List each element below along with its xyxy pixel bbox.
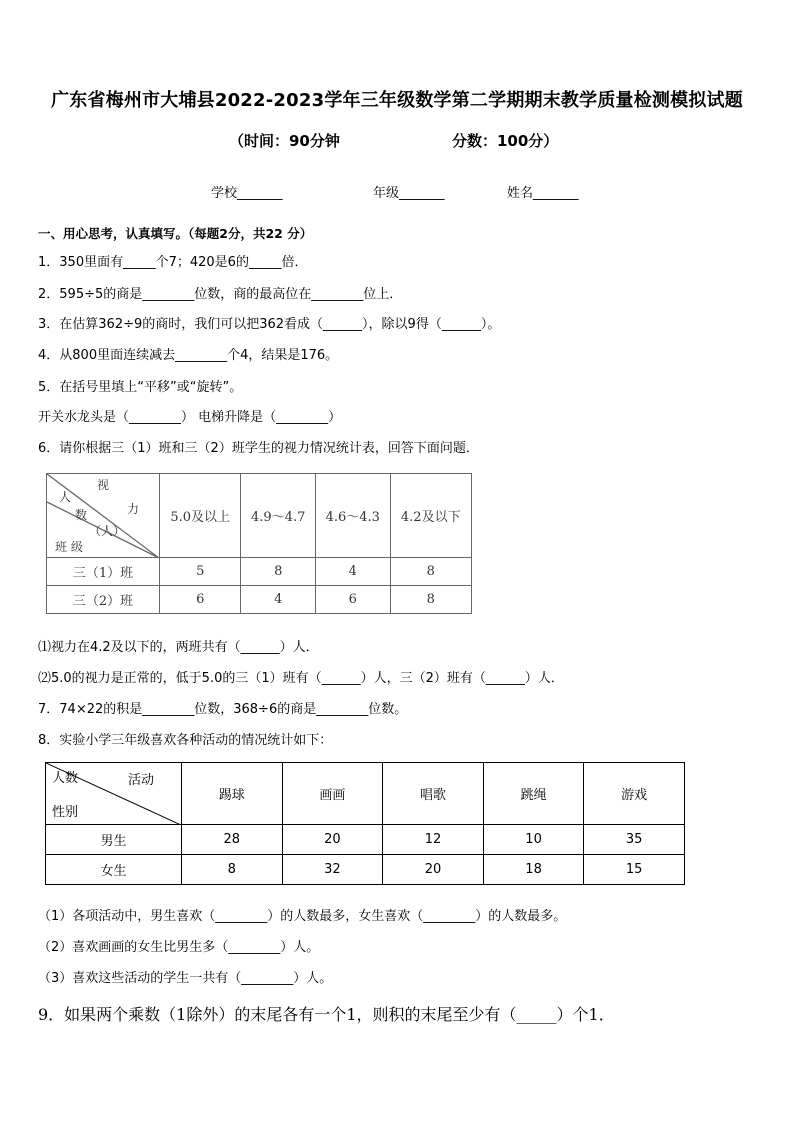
name-field: 姓名_______ [507,186,579,201]
question-8: 8．实验小学三年级喜欢各种活动的情况统计如下： [38,733,333,748]
table1-row-label: 三（1）班 [47,558,160,586]
question-8-part-2: （2）喜欢画画的女生比男生多（________）人。 [38,940,320,955]
table-row [47,586,472,614]
question-4: 4．从800里面连续减去________个4，结果是176。 [38,348,339,363]
table2-row-label: 男生 [46,825,182,855]
question-7: 7．74×22的积是________位数，368÷6的商是________位数。 [38,702,408,717]
exam-title: 广东省梅州市大埔县2022-2023学年三年级数学第二学期期末教学质量检测模拟试题 [51,90,743,111]
table2-cell: 15 [584,855,685,885]
corner-label-ren: 人 [59,490,72,504]
table-row [47,558,472,586]
question-9: 9．如果两个乘数（1除外）的末尾各有一个1，则积的末尾至少有（_____）个1． [38,1005,615,1024]
table2-cell: 35 [584,825,685,855]
table1-cell: 8 [241,558,316,586]
question-2: 2．595÷5的商是________位数，商的最高位在________位上． [38,287,403,302]
section-heading: 一、用心思考，认真填写。（每题2分，共22 分） [38,226,313,241]
table-row [46,855,685,885]
corner-label-count: 人数 [52,771,79,786]
question-3: 3．在估算362÷9的商时，我们可以把362看成（______），除以9得（______）。 [38,317,501,332]
table1-corner [47,474,160,558]
table1-cell: 6 [160,586,241,614]
table2-cell: 18 [483,855,584,885]
table2-cell: 12 [383,825,484,855]
table2-cell: 32 [282,855,383,885]
grade-field: 年级_______ [373,186,445,201]
exam-score: 分数：100分） [452,132,559,150]
vision-table [46,473,472,614]
school-field: 学校_______ [211,186,283,201]
question-6: 6．请你根据三（1）班和三（2）班学生的视力情况统计表，回答下面问题． [38,441,479,456]
table1-cell: 8 [390,586,471,614]
table2-col-header: 画画 [282,763,383,825]
table1-cell: 4 [315,558,390,586]
table2-corner [46,763,182,825]
question-6-part-2: ⑵5.0的视力是正常的，低于5.0的三（1）班有（______）人，三（2）班有（______）人． [38,671,564,686]
corner-label-shi: 视 [97,478,110,492]
table1-col-header: 5.0及以上 [160,474,241,558]
question-6-part-1: ⑴视力在4.2及以下的，两班共有（______）人． [38,640,319,655]
table2-col-header: 踢球 [182,763,283,825]
table-row [46,825,685,855]
table1-cell: 8 [390,558,471,586]
table1-col-header: 4.9～4.7 [241,474,316,558]
table2-cell: 8 [182,855,283,885]
table2-cell: 10 [483,825,584,855]
table1-row-label: 三（2）班 [47,586,160,614]
question-8-part-1: （1）各项活动中，男生喜欢（________）的人数最多，女生喜欢（________）的人数最多。 [38,909,567,924]
question-5: 5．在括号里填上“平移”或“旋转”。 [38,380,243,395]
table1-cell: 5 [160,558,241,586]
corner-label-li: 力 [127,502,140,516]
table2-row-label: 女生 [46,855,182,885]
table1-cell: 6 [315,586,390,614]
activity-table [45,762,685,885]
table2-col-header: 游戏 [584,763,685,825]
table2-cell: 28 [182,825,283,855]
table2-col-header: 唱歌 [383,763,484,825]
corner-label-shu: 数 [75,508,88,522]
question-5-blanks: 开关水龙头是（________） 电梯升降是（________） [38,410,342,425]
table2-cell: 20 [383,855,484,885]
question-1: 1．350里面有_____个7；420是6的_____倍． [38,255,308,270]
question-8-part-3: （3）喜欢这些活动的学生一共有（________）人。 [38,971,333,986]
table2-col-header: 跳绳 [483,763,584,825]
corner-label-activity: 活动 [128,773,155,788]
corner-label-class: 班 级 [55,540,83,554]
table1-cell: 4 [241,586,316,614]
corner-label-unit: （人） [89,524,126,538]
exam-time: （时间：90分钟 [229,132,340,150]
table2-cell: 20 [282,825,383,855]
table1-col-header: 4.2及以下 [390,474,471,558]
table1-col-header: 4.6～4.3 [315,474,390,558]
corner-label-gender: 性别 [52,805,79,820]
